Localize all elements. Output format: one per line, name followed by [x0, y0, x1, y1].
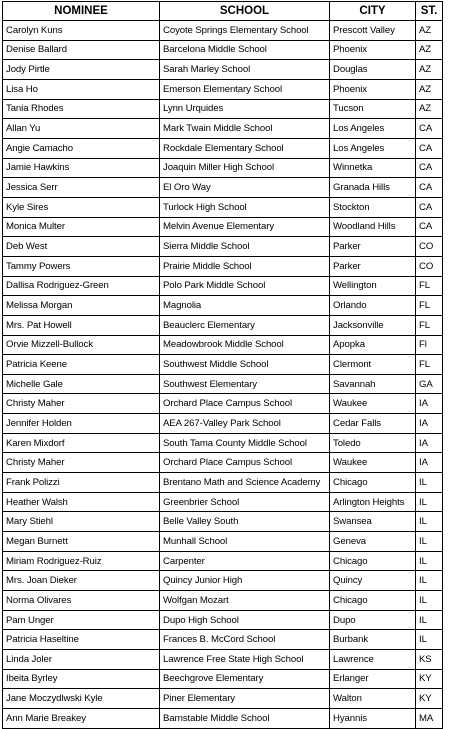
cell-nominee: Melissa Morgan: [3, 296, 160, 316]
table-row: [3, 79, 443, 99]
cell-nominee: Frank Polizzi: [3, 473, 160, 493]
cell-city: Arlington Heights: [330, 492, 416, 512]
cell-state: IA: [416, 433, 443, 453]
table-row: [3, 591, 443, 611]
cell-nominee: Orvie Mizzell-Bullock: [3, 335, 160, 355]
cell-city: Chicago: [330, 591, 416, 611]
table-row: [3, 394, 443, 414]
table-header: [3, 2, 443, 21]
table-row: [3, 296, 443, 316]
cell-school: Rockdale Elementary School: [160, 138, 330, 158]
cell-nominee: Carolyn Kuns: [3, 21, 160, 41]
table-row: [3, 60, 443, 80]
cell-state: KY: [416, 669, 443, 689]
cell-city: Hyannis: [330, 708, 416, 728]
cell-school: Southwest Middle School: [160, 355, 330, 375]
header-nominee: NOMINEE: [3, 2, 160, 21]
table-body: [3, 21, 443, 729]
cell-state: IL: [416, 473, 443, 493]
table-row: [3, 453, 443, 473]
cell-school: Belle Valley South: [160, 512, 330, 532]
cell-nominee: Michelle Gale: [3, 374, 160, 394]
cell-nominee: Kyle Sires: [3, 197, 160, 217]
cell-school: Brentano Math and Science Academy: [160, 473, 330, 493]
cell-city: Apopka: [330, 335, 416, 355]
cell-nominee: Christy Maher: [3, 394, 160, 414]
cell-state: FL: [416, 355, 443, 375]
cell-state: IA: [416, 414, 443, 434]
cell-nominee: Ann Marie Breakey: [3, 708, 160, 728]
cell-state: AZ: [416, 99, 443, 119]
table-row: [3, 551, 443, 571]
cell-city: Toledo: [330, 433, 416, 453]
cell-state: IA: [416, 394, 443, 414]
table-row: [3, 492, 443, 512]
cell-state: IL: [416, 551, 443, 571]
cell-state: Fl: [416, 335, 443, 355]
cell-school: Sierra Middle School: [160, 237, 330, 257]
cell-school: Lawrence Free State High School: [160, 650, 330, 670]
cell-nominee: Jessica Serr: [3, 178, 160, 198]
table-row: [3, 355, 443, 375]
header-state: ST.: [416, 2, 443, 21]
cell-school: Barcelona Middle School: [160, 40, 330, 60]
table-row: [3, 237, 443, 257]
cell-city: Waukee: [330, 453, 416, 473]
cell-school: Munhall School: [160, 532, 330, 552]
table-row: [3, 512, 443, 532]
cell-state: FL: [416, 276, 443, 296]
cell-city: Burbank: [330, 630, 416, 650]
table-row: [3, 433, 443, 453]
cell-school: Southwest Elementary: [160, 374, 330, 394]
cell-state: CO: [416, 256, 443, 276]
cell-school: Sarah Marley School: [160, 60, 330, 80]
cell-school: Barnstable Middle School: [160, 708, 330, 728]
cell-state: MA: [416, 708, 443, 728]
cell-school: AEA 267-Valley Park School: [160, 414, 330, 434]
cell-nominee: Tania Rhodes: [3, 99, 160, 119]
table-row: [3, 138, 443, 158]
cell-state: IL: [416, 571, 443, 591]
cell-city: Erlanger: [330, 669, 416, 689]
cell-school: Piner Elementary: [160, 689, 330, 709]
nominee-table: [2, 1, 443, 729]
cell-state: IL: [416, 512, 443, 532]
cell-state: AZ: [416, 79, 443, 99]
table-row: [3, 178, 443, 198]
cell-city: Douglas: [330, 60, 416, 80]
cell-city: Woodland Hills: [330, 217, 416, 237]
cell-city: Clermont: [330, 355, 416, 375]
cell-nominee: Mrs. Joan Dieker: [3, 571, 160, 591]
cell-city: Parker: [330, 256, 416, 276]
cell-school: Coyote Springs Elementary School: [160, 21, 330, 41]
cell-city: Quincy: [330, 571, 416, 591]
cell-school: Melvin Avenue Elementary: [160, 217, 330, 237]
table-row: [3, 158, 443, 178]
table-row: [3, 99, 443, 119]
cell-city: Chicago: [330, 551, 416, 571]
cell-city: Tucson: [330, 99, 416, 119]
cell-state: CA: [416, 197, 443, 217]
cell-city: Wellington: [330, 276, 416, 296]
cell-nominee: Ibeita Byrley: [3, 669, 160, 689]
cell-school: Dupo High School: [160, 610, 330, 630]
cell-school: Prairie Middle School: [160, 256, 330, 276]
header-row: [3, 2, 443, 21]
cell-nominee: Patricia Haseltine: [3, 630, 160, 650]
cell-school: Orchard Place Campus School: [160, 453, 330, 473]
cell-nominee: Megan Burnett: [3, 532, 160, 552]
cell-school: Mark Twain Middle School: [160, 119, 330, 139]
cell-school: South Tama County Middle School: [160, 433, 330, 453]
cell-nominee: Angie Camacho: [3, 138, 160, 158]
cell-city: Winnetka: [330, 158, 416, 178]
table-row: [3, 217, 443, 237]
table-row: [3, 276, 443, 296]
cell-school: Lynn Urquides: [160, 99, 330, 119]
cell-city: Los Angeles: [330, 138, 416, 158]
cell-nominee: Linda Joler: [3, 650, 160, 670]
cell-city: Orlando: [330, 296, 416, 316]
cell-state: CA: [416, 217, 443, 237]
cell-city: Waukee: [330, 394, 416, 414]
table-row: [3, 630, 443, 650]
cell-state: CA: [416, 178, 443, 198]
cell-state: CA: [416, 138, 443, 158]
cell-city: Phoenix: [330, 79, 416, 99]
cell-nominee: Jamie Hawkins: [3, 158, 160, 178]
cell-nominee: Mary Stiehl: [3, 512, 160, 532]
table-row: [3, 689, 443, 709]
cell-nominee: Jane Moczydlwski Kyle: [3, 689, 160, 709]
cell-nominee: Jennifer Holden: [3, 414, 160, 434]
cell-city: Prescott Valley: [330, 21, 416, 41]
cell-city: Los Angeles: [330, 119, 416, 139]
cell-state: IL: [416, 630, 443, 650]
cell-city: Walton: [330, 689, 416, 709]
cell-nominee: Denise Ballard: [3, 40, 160, 60]
cell-school: Quincy Junior High: [160, 571, 330, 591]
table-row: [3, 335, 443, 355]
cell-school: Meadowbrook Middle School: [160, 335, 330, 355]
table-row: [3, 532, 443, 552]
table-row: [3, 119, 443, 139]
cell-state: CA: [416, 158, 443, 178]
cell-school: Greenbrier School: [160, 492, 330, 512]
cell-nominee: Deb West: [3, 237, 160, 257]
nominee-table-sheet: [2, 1, 442, 729]
cell-nominee: Norma Olivares: [3, 591, 160, 611]
cell-state: IL: [416, 610, 443, 630]
cell-school: Beechgrove Elementary: [160, 669, 330, 689]
cell-city: Parker: [330, 237, 416, 257]
cell-state: GA: [416, 374, 443, 394]
cell-nominee: Karen Mixdorf: [3, 433, 160, 453]
cell-school: Joaquin Miller High School: [160, 158, 330, 178]
table-row: [3, 197, 443, 217]
cell-school: Wolfgan Mozart: [160, 591, 330, 611]
table-row: [3, 315, 443, 335]
cell-school: Turlock High School: [160, 197, 330, 217]
cell-nominee: Jody Pirtle: [3, 60, 160, 80]
cell-city: Dupo: [330, 610, 416, 630]
cell-state: FL: [416, 315, 443, 335]
cell-school: Polo Park Middle School: [160, 276, 330, 296]
cell-city: Swansea: [330, 512, 416, 532]
table-row: [3, 610, 443, 630]
table-row: [3, 256, 443, 276]
cell-city: Phoenix: [330, 40, 416, 60]
table-row: [3, 571, 443, 591]
cell-city: Geneva: [330, 532, 416, 552]
cell-nominee: Heather Walsh: [3, 492, 160, 512]
table-row: [3, 669, 443, 689]
table-row: [3, 650, 443, 670]
table-row: [3, 40, 443, 60]
cell-nominee: Christy Maher: [3, 453, 160, 473]
cell-nominee: Allan Yu: [3, 119, 160, 139]
cell-school: Orchard Place Campus School: [160, 394, 330, 414]
cell-city: Savannah: [330, 374, 416, 394]
cell-nominee: Lisa Ho: [3, 79, 160, 99]
cell-nominee: Tammy Powers: [3, 256, 160, 276]
cell-state: IL: [416, 492, 443, 512]
cell-state: IA: [416, 453, 443, 473]
cell-school: Carpenter: [160, 551, 330, 571]
cell-school: Emerson Elementary School: [160, 79, 330, 99]
cell-state: CO: [416, 237, 443, 257]
cell-nominee: Patricia Keene: [3, 355, 160, 375]
cell-state: IL: [416, 532, 443, 552]
cell-state: KY: [416, 689, 443, 709]
cell-school: Beauclerc Elementary: [160, 315, 330, 335]
cell-city: Jacksonville: [330, 315, 416, 335]
cell-city: Chicago: [330, 473, 416, 493]
cell-city: Lawrence: [330, 650, 416, 670]
cell-state: AZ: [416, 40, 443, 60]
cell-nominee: Miriam Rodriguez-Ruiz: [3, 551, 160, 571]
table-row: [3, 414, 443, 434]
cell-school: Frances B. McCord School: [160, 630, 330, 650]
table-row: [3, 21, 443, 41]
cell-state: CA: [416, 119, 443, 139]
table-row: [3, 473, 443, 493]
cell-state: AZ: [416, 60, 443, 80]
header-school: SCHOOL: [160, 2, 330, 21]
cell-state: KS: [416, 650, 443, 670]
cell-nominee: Monica Multer: [3, 217, 160, 237]
cell-state: AZ: [416, 21, 443, 41]
cell-city: Stockton: [330, 197, 416, 217]
cell-city: Cedar Falls: [330, 414, 416, 434]
cell-state: FL: [416, 296, 443, 316]
cell-nominee: Dallisa Rodriguez-Green: [3, 276, 160, 296]
header-city: CITY: [330, 2, 416, 21]
cell-city: Granada Hills: [330, 178, 416, 198]
cell-nominee: Mrs. Pat Howell: [3, 315, 160, 335]
table-row: [3, 374, 443, 394]
table-row: [3, 708, 443, 728]
cell-state: IL: [416, 591, 443, 611]
cell-school: Magnolia: [160, 296, 330, 316]
cell-nominee: Pam Unger: [3, 610, 160, 630]
cell-school: El Oro Way: [160, 178, 330, 198]
